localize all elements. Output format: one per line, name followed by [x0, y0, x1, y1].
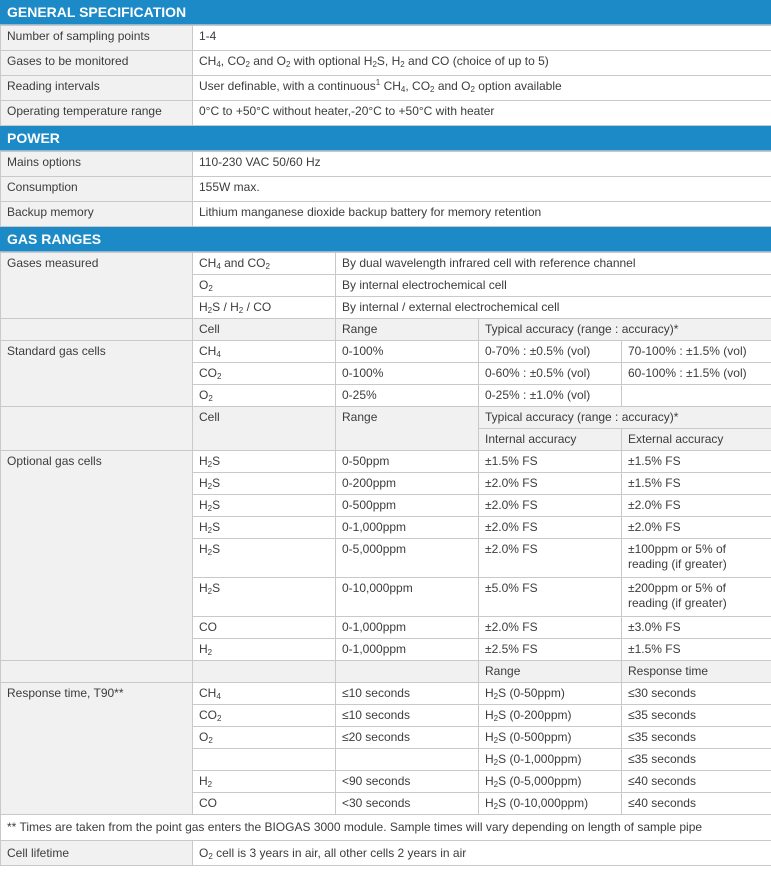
- range-cell: 0-1,000ppm: [336, 639, 479, 661]
- blank-cell: [193, 661, 336, 683]
- gas-cell: $H_2S$: [193, 451, 336, 473]
- gas-cell: $O_2$: [193, 385, 336, 407]
- response-cell: ≤40 seconds: [622, 793, 771, 815]
- row-label: Reading intervals: [1, 76, 193, 101]
- general-table: [0, 25, 771, 126]
- gas-cell: $O_2$: [193, 727, 336, 749]
- response-cell: ≤30 seconds: [622, 683, 771, 705]
- internal-cell: ±2.0% FS: [479, 617, 622, 639]
- range-cell: 0-50ppm: [336, 451, 479, 473]
- row-label: Consumption: [1, 177, 193, 202]
- row-label: Cell lifetime: [1, 841, 193, 866]
- external-cell: ±1.5% FS: [622, 451, 771, 473]
- gas-cell: $H_2S$: [193, 578, 336, 617]
- gas-cell: $H_2S / H_2$ / CO: [193, 297, 336, 319]
- gas-cell: $H_2$: [193, 771, 336, 793]
- blank-cell: [1, 661, 193, 683]
- blank-cell: [1, 319, 193, 341]
- internal-cell: ±2.0% FS: [479, 495, 622, 517]
- row-value: $O_2$ cell is 3 years in air, all other cells 2 years in air: [193, 841, 771, 866]
- range-cell: $H_2S$ (0-200ppm): [479, 705, 622, 727]
- internal-cell: ±5.0% FS: [479, 578, 622, 617]
- table-row: [1, 101, 771, 126]
- gas-ranges-table: [0, 252, 771, 866]
- table-row: [1, 407, 771, 429]
- response-cell: ≤35 seconds: [622, 727, 771, 749]
- range-cell: 0-100%: [336, 363, 479, 385]
- accuracy-cell: 0-70% : ±0.5% (vol): [479, 341, 622, 363]
- response-cell: ≤40 seconds: [622, 771, 771, 793]
- table-row: [1, 683, 771, 705]
- table-row: [1, 319, 771, 341]
- row-label: Gases to be monitored: [1, 51, 193, 76]
- gas-cell: $CH_4$ and $CO_2$: [193, 253, 336, 275]
- external-cell: ±3.0% FS: [622, 617, 771, 639]
- range-cell: $H_2S$ (0-1,000ppm): [479, 749, 622, 771]
- header-range: Range: [336, 407, 479, 451]
- internal-cell: ±2.0% FS: [479, 473, 622, 495]
- section-header-gas-ranges: GAS RANGES: [0, 227, 771, 252]
- response-cell: ≤35 seconds: [622, 705, 771, 727]
- accuracy-cell: 70-100% : ±1.5% (vol): [622, 341, 771, 363]
- range-cell: $H_2S$ (0-50ppm): [479, 683, 622, 705]
- range-cell: 0-1,000ppm: [336, 517, 479, 539]
- table-row: [1, 51, 771, 76]
- gas-cell: $H_2S$: [193, 539, 336, 578]
- method-cell: By internal / external electrochemical cell: [336, 297, 771, 319]
- header-internal: Internal accuracy: [479, 429, 622, 451]
- table-row: [1, 341, 771, 363]
- gas-cell: $CO_2$: [193, 363, 336, 385]
- row-value: 1-4: [193, 26, 771, 51]
- row-label: Number of sampling points: [1, 26, 193, 51]
- row-label: Operating temperature range: [1, 101, 193, 126]
- external-cell: ±1.5% FS: [622, 473, 771, 495]
- gas-cell: $H_2S$: [193, 517, 336, 539]
- row-value: User definable, with a continuous$^1$ $CH_4$, $CO_2$ and $O_2$ option available: [193, 76, 771, 101]
- table-row: [1, 152, 771, 177]
- time-cell: ≤10 seconds: [336, 683, 479, 705]
- table-row: [1, 451, 771, 473]
- row-label: Standard gas cells: [1, 341, 193, 407]
- range-cell: 0-100%: [336, 341, 479, 363]
- header-accuracy: Typical accuracy (range : accuracy)*: [479, 319, 771, 341]
- table-row: [1, 76, 771, 101]
- range-cell: $H_2S$ (0-5,000ppm): [479, 771, 622, 793]
- range-cell: 0-25%: [336, 385, 479, 407]
- header-response: Response time: [622, 661, 771, 683]
- external-cell: ±200ppm or 5% of reading (if greater): [622, 578, 771, 617]
- method-cell: By dual wavelength infrared cell with reference channel: [336, 253, 771, 275]
- gas-cell: [193, 749, 336, 771]
- table-row: [1, 661, 771, 683]
- header-external: External accuracy: [622, 429, 771, 451]
- time-cell: ≤20 seconds: [336, 727, 479, 749]
- gas-cell: $H_2S$: [193, 473, 336, 495]
- row-label: Response time, T90**: [1, 683, 193, 815]
- blank-cell: [1, 407, 193, 451]
- accuracy-cell: 60-100% : ±1.5% (vol): [622, 363, 771, 385]
- row-label: Mains options: [1, 152, 193, 177]
- gas-cell: CO: [193, 793, 336, 815]
- header-range: Range: [479, 661, 622, 683]
- response-cell: ≤35 seconds: [622, 749, 771, 771]
- header-range: Range: [336, 319, 479, 341]
- blank-cell: [336, 661, 479, 683]
- time-cell: [336, 749, 479, 771]
- range-cell: 0-5,000ppm: [336, 539, 479, 578]
- internal-cell: ±2.5% FS: [479, 639, 622, 661]
- time-cell: ≤10 seconds: [336, 705, 479, 727]
- footnote: ** Times are taken from the point gas enters the BIOGAS 3000 module. Sample times will vary depending on length of sample pipe: [1, 815, 771, 841]
- table-row: [1, 202, 771, 227]
- external-cell: ±1.5% FS: [622, 639, 771, 661]
- table-row: [1, 177, 771, 202]
- row-value: 110-230 VAC 50/60 Hz: [193, 152, 771, 177]
- internal-cell: ±2.0% FS: [479, 539, 622, 578]
- range-cell: $H_2S$ (0-10,000ppm): [479, 793, 622, 815]
- external-cell: ±2.0% FS: [622, 495, 771, 517]
- accuracy-cell: [622, 385, 771, 407]
- method-cell: By internal electrochemical cell: [336, 275, 771, 297]
- section-header-general: GENERAL SPECIFICATION: [0, 0, 771, 25]
- range-cell: 0-1,000ppm: [336, 617, 479, 639]
- header-cell: Cell: [193, 319, 336, 341]
- external-cell: ±100ppm or 5% of reading (if greater): [622, 539, 771, 578]
- internal-cell: ±2.0% FS: [479, 517, 622, 539]
- table-row: [1, 841, 771, 866]
- time-cell: <30 seconds: [336, 793, 479, 815]
- time-cell: <90 seconds: [336, 771, 479, 793]
- gas-cell: $CH_4$: [193, 341, 336, 363]
- range-cell: 0-500ppm: [336, 495, 479, 517]
- gas-cell: $O_2$: [193, 275, 336, 297]
- table-row: [1, 815, 771, 841]
- gas-cell: $H_2$: [193, 639, 336, 661]
- accuracy-cell: 0-25% : ±1.0% (vol): [479, 385, 622, 407]
- external-cell: ±2.0% FS: [622, 517, 771, 539]
- internal-cell: ±1.5% FS: [479, 451, 622, 473]
- gas-cell: CO: [193, 617, 336, 639]
- gas-cell: $CH_4$: [193, 683, 336, 705]
- gas-cell: $CO_2$: [193, 705, 336, 727]
- header-cell: Cell: [193, 407, 336, 451]
- gas-cell: $H_2S$: [193, 495, 336, 517]
- row-value: Lithium manganese dioxide backup battery for memory retention: [193, 202, 771, 227]
- table-row: [1, 26, 771, 51]
- row-value: $CH_4$, $CO_2$ and $O_2$ with optional $H_2S$, $H_2$ and CO (choice of up to 5): [193, 51, 771, 76]
- table-row: [1, 253, 771, 275]
- power-table: [0, 151, 771, 227]
- row-label: Optional gas cells: [1, 451, 193, 661]
- row-label: Gases measured: [1, 253, 193, 319]
- section-header-power: POWER: [0, 126, 771, 151]
- accuracy-cell: 0-60% : ±0.5% (vol): [479, 363, 622, 385]
- range-cell: 0-200ppm: [336, 473, 479, 495]
- row-label: Backup memory: [1, 202, 193, 227]
- row-value: 155W max.: [193, 177, 771, 202]
- range-cell: 0-10,000ppm: [336, 578, 479, 617]
- header-accuracy: Typical accuracy (range : accuracy)*: [479, 407, 771, 429]
- row-value: 0°C to +50°C without heater,-20°C to +50°C with heater: [193, 101, 771, 126]
- range-cell: $H_2S$ (0-500ppm): [479, 727, 622, 749]
